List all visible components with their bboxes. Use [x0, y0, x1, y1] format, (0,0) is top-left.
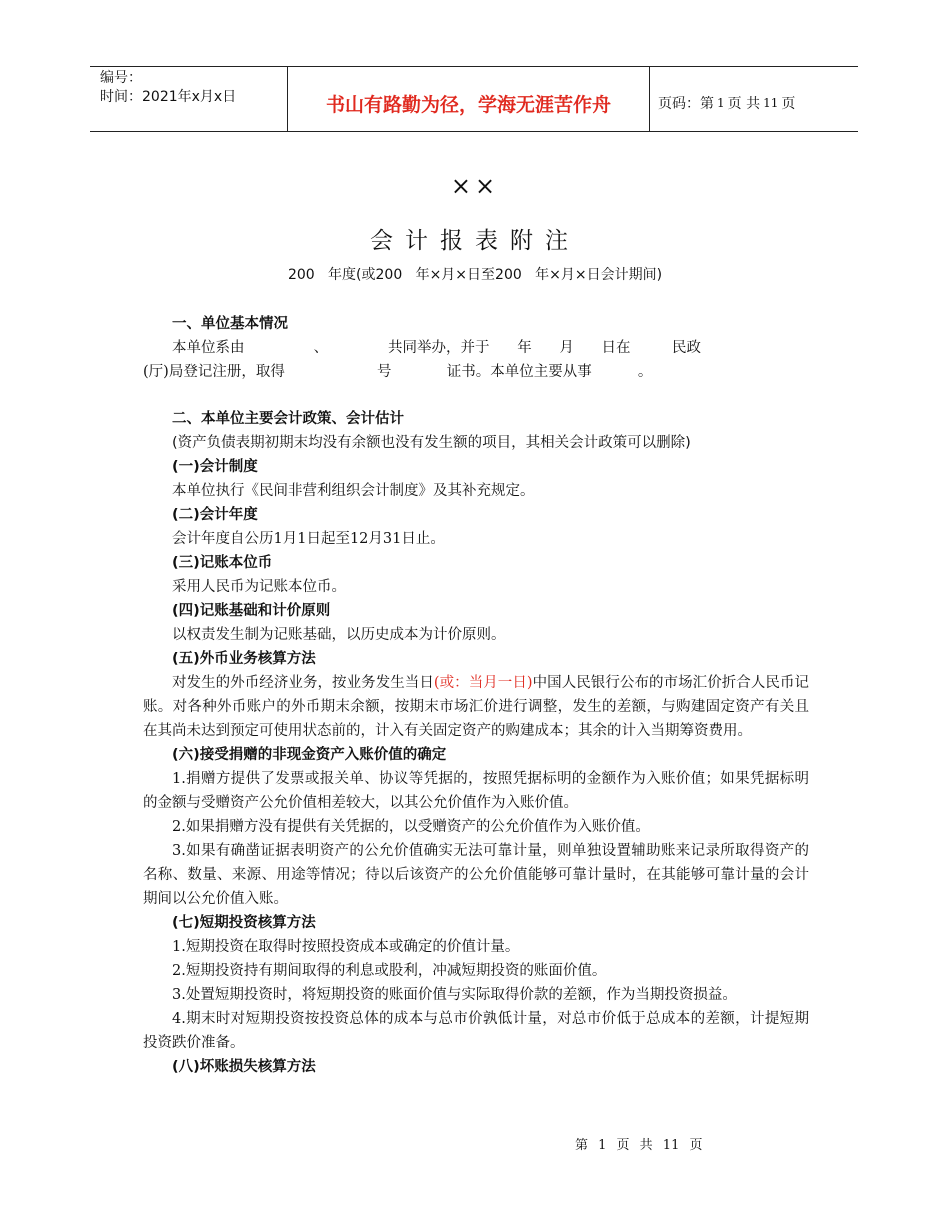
page-mid: 页 共: [727, 96, 761, 112]
paragraph: 采用人民币为记账本位币。: [172, 579, 346, 595]
subsection-heading: (一)会计制度: [172, 459, 258, 475]
page-footer: 第 1 页 共 11 页: [575, 1138, 703, 1153]
subsection-heading: (三)记账本位币: [172, 555, 273, 571]
paragraph: 2.如果捐赠方没有提供有关凭据的，以受赠资产的公允价值作为入账价值。: [172, 819, 650, 835]
paragraph: 本单位系由 、 共同举办，并于 年 月 日在 民政: [172, 340, 702, 356]
page-number: 1: [717, 96, 725, 110]
subsection-heading: (七)短期投资核算方法: [172, 915, 316, 931]
page-total: 11: [763, 96, 779, 110]
section-note: (资产负债表期初期末均没有余额也没有发生额的项目，其相关会计政策可以删除): [172, 435, 691, 451]
subsection-heading: (八)坏账损失核算方法: [172, 1059, 316, 1075]
section-heading: 一、单位基本情况: [172, 316, 288, 332]
paragraph: 3.如果有确凿证据表明资产的公允价值确实无法可靠计量，则单独设置辅助账来记录所取得资产的名称、数量、来源、用途等情况；待以后该资产的公允价值能够可靠计量时，在其能够可靠计量的会计期间以公允价值入账。: [143, 843, 809, 907]
section-heading: 二、本单位主要会计政策、会计估计: [172, 411, 404, 427]
header-motto: 书山有路勤为径，学海无涯苦作舟: [287, 67, 650, 131]
paragraph: 1.短期投资在取得时按照投资成本或确定的价值计量。: [172, 939, 520, 955]
time-label: 时间：2021年x月x日: [100, 89, 237, 105]
header-table: [90, 66, 858, 132]
title-placeholder: ××: [450, 172, 500, 200]
text-run: 对发生的外币经济业务，按业务发生当日: [172, 675, 434, 691]
header-meta-cell: [90, 67, 287, 131]
document-title: 会计报表附注: [370, 228, 580, 254]
paragraph-foreign-currency: [143, 671, 809, 743]
paragraph: 4.期末时对短期投资按投资总体的成本与总市价孰低计量，对总市价低于总成本的差额，计提短期投资跌价准备。: [143, 1011, 809, 1051]
paragraph: 本单位执行《民间非营利组织会计制度》及其补充规定。: [172, 483, 535, 499]
paragraph: 1.捐赠方提供了发票或报关单、协议等凭据的，按照凭据标明的金额作为入账价值；如果凭据标明的金额与受赠资产公允价值相差较大，以其公允价值作为入账价值。: [143, 771, 809, 811]
subsection-heading: (六)接受捐赠的非现金资产入账价值的确定: [172, 747, 447, 763]
number-label: 编号：: [100, 70, 142, 86]
page-suffix: 页: [781, 96, 796, 112]
paragraph: 3.处置短期投资时，将短期投资的账面价值与实际取得价款的差额，作为当期投资损益。: [172, 987, 737, 1003]
paragraph: 以权责发生制为记账基础，以历史成本为计价原则。: [172, 627, 506, 643]
paragraph: 2.短期投资持有期间取得的利息或股利，冲减短期投资的账面价值。: [172, 963, 607, 979]
header-page-info: [650, 67, 858, 131]
highlighted-text: (或：当月一日): [433, 675, 533, 691]
subsection-heading: (二)会计年度: [172, 507, 258, 523]
paragraph: (厅)局登记注册，取得 号 证书。本单位主要从事 。: [143, 364, 653, 380]
subsection-heading: (五)外币业务核算方法: [172, 651, 316, 667]
page-prefix: 页码：第: [658, 96, 714, 112]
document-body: [143, 312, 809, 1079]
subsection-heading: (四)记账基础和计价原则: [172, 603, 331, 619]
text-run: 中国人民银行公布的市场汇价折合人民币记账。对各种外币账户的外币期末余额，按期末市场汇价进行调整，发生的差额，与购建固定资产有关且在其尚未达到预定可使用状态前的，计入有关固定资产的购建成本；其余的计入当期筹资费用。: [143, 675, 809, 739]
paragraph: 会计年度自公历1月1日起至12月31日止。: [172, 531, 445, 547]
document-subtitle: 200 年度(或200 年×月×日至200 年×月×日会计期间): [287, 267, 663, 283]
